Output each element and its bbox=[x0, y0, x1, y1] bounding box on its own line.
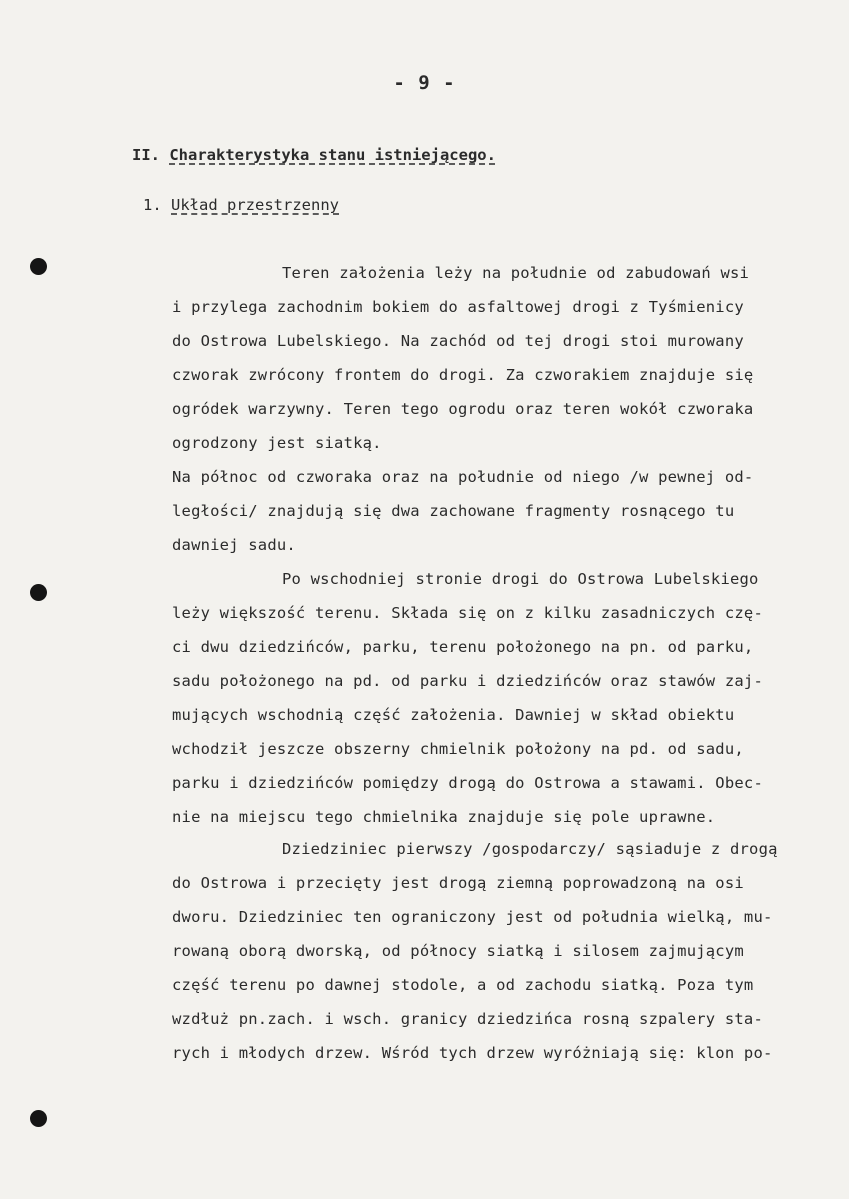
text-line: Po wschodniej stronie drogi do Ostrowa Lubelskiego bbox=[282, 570, 759, 588]
text-line: ogródek warzywny. Teren tego ogrodu oraz teren wokół czworaka bbox=[172, 400, 754, 418]
subsection-number: 1. bbox=[143, 196, 162, 214]
page-number: - 9 - bbox=[393, 72, 456, 94]
text-line: do Ostrowa i przecięty jest drogą ziemną poprowadzoną na osi bbox=[172, 874, 744, 892]
punch-hole bbox=[30, 584, 47, 601]
section-title: Charakterystyka stanu istniejącego. bbox=[169, 146, 496, 164]
text-line: Dziedziniec pierwszy /gospodarczy/ sąsiaduje z drogą bbox=[282, 840, 778, 858]
text-line: czworak zwrócony frontem do drogi. Za czworakiem znajduje się bbox=[172, 366, 754, 384]
text-line: rych i młodych drzew. Wśród tych drzew wyróżniają się: klon po- bbox=[172, 1044, 773, 1062]
text-line: rowaną oborą dworską, od północy siatką i silosem zajmującym bbox=[172, 942, 744, 960]
section-number: II. bbox=[132, 146, 160, 164]
text-line: ległości/ znajdują się dwa zachowane fragmenty rosnącego tu bbox=[172, 502, 735, 520]
text-line: do Ostrowa Lubelskiego. Na zachód od tej drogi stoi murowany bbox=[172, 332, 744, 350]
text-line: Na północ od czworaka oraz na południe od niego /w pewnej od- bbox=[172, 468, 754, 486]
text-line: sadu położonego na pd. od parku i dziedzińców oraz stawów zaj- bbox=[172, 672, 763, 690]
text-line: ogrodzony jest siatką. bbox=[172, 434, 382, 452]
text-line: nie na miejscu tego chmielnika znajduje się pole uprawne. bbox=[172, 808, 716, 826]
punch-hole bbox=[30, 1110, 47, 1127]
text-line: leży większość terenu. Składa się on z kilku zasadniczych czę- bbox=[172, 604, 763, 622]
text-line: wchodził jeszcze obszerny chmielnik położony na pd. od sadu, bbox=[172, 740, 744, 758]
text-line: część terenu po dawnej stodole, a od zachodu siatką. Poza tym bbox=[172, 976, 754, 994]
text-line: dawniej sadu. bbox=[172, 536, 296, 554]
section-heading bbox=[132, 146, 496, 164]
text-line: wzdłuż pn.zach. i wsch. granicy dziedzińca rosną szpalery sta- bbox=[172, 1010, 763, 1028]
subsection-title: Układ przestrzenny bbox=[171, 196, 339, 214]
text-line: ci dwu dziedzińców, parku, terenu położonego na pn. od parku, bbox=[172, 638, 754, 656]
text-line: i przylega zachodnim bokiem do asfaltowej drogi z Tyśmienicy bbox=[172, 298, 744, 316]
text-line: Teren założenia leży na południe od zabudowań wsi bbox=[282, 264, 750, 282]
subsection-heading bbox=[143, 196, 339, 214]
punch-hole bbox=[30, 258, 47, 275]
text-line: parku i dziedzińców pomiędzy drogą do Ostrowa a stawami. Obec- bbox=[172, 774, 763, 792]
text-line: mujących wschodnią część założenia. Dawniej w skład obiektu bbox=[172, 706, 735, 724]
text-line: dworu. Dziedziniec ten ograniczony jest od południa wielką, mu- bbox=[172, 908, 773, 926]
